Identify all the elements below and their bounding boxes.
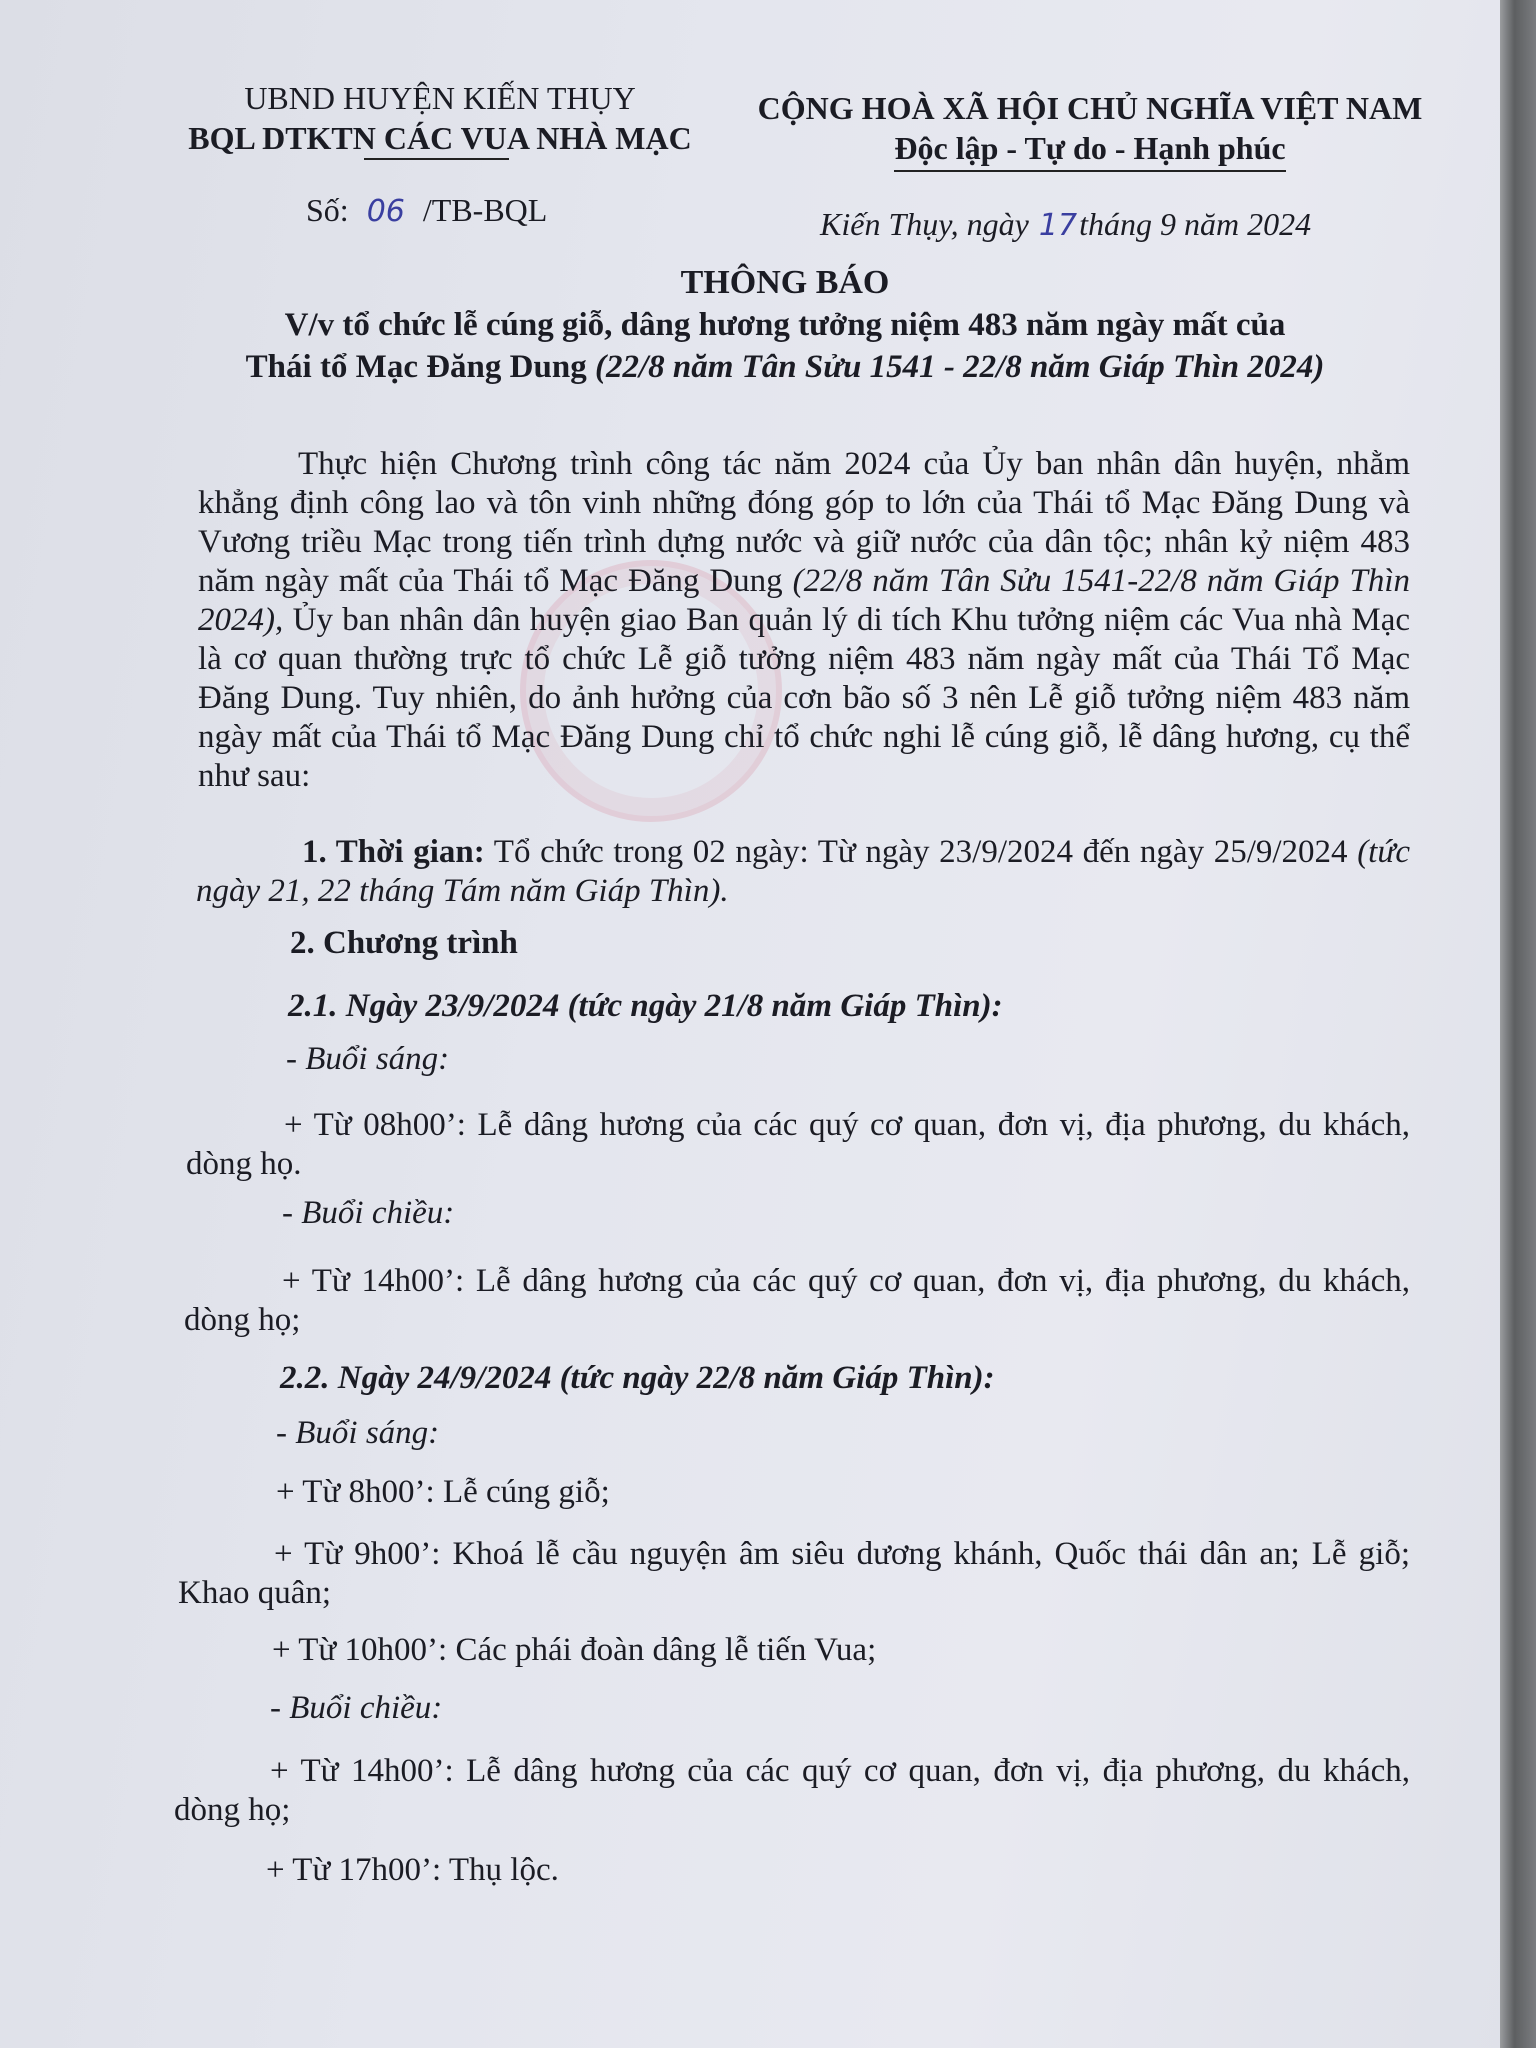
section-2-2-item-3: + Từ 10h00’: Các phái đoàn dâng lễ tiến Vua;	[272, 1632, 877, 1668]
date-prefix: Kiến Thụy, ngày	[820, 206, 1029, 242]
section-2-1-morning-item: + Từ 08h00’: Lễ dâng hương của các quý cơ quan, đơn vị, địa phương, du khách, dòng họ.	[186, 1107, 1410, 1182]
title-subject-name: Thái tổ Mạc Đăng Dung	[245, 349, 587, 385]
number-suffix: /TB-BQL	[422, 192, 548, 228]
section-2-2-morning: - Buổi sáng:	[276, 1415, 440, 1451]
issuer-board: BQL DTKTN CÁC VUA NHÀ MẠC	[188, 120, 692, 156]
title-subject-line2	[150, 346, 1420, 388]
section-2-1-morning: - Buổi sáng:	[286, 1041, 450, 1077]
intro-paragraph	[198, 445, 1410, 796]
section-1-time	[196, 833, 1410, 911]
title-main: THÔNG BÁO	[680, 264, 890, 301]
section-1-lunar: (tức ngày 21, 22 tháng Tám năm Giáp Thìn).	[196, 834, 1410, 909]
title-block	[150, 262, 1420, 388]
section-2-2-item-2: + Từ 9h00’: Khoá lễ cầu nguyện âm siêu dương khánh, Quốc thái dân an; Lễ giỗ; Khao quân;	[178, 1536, 1410, 1611]
motto: Độc lập - Tự do - Hạnh phúc	[894, 128, 1285, 172]
intro-text-a: Thực hiện Chương trình công tác năm 2024 của Ủy ban nhân dân huyện, nhằm khẳng định công lao và tôn vinh những đóng góp to lớn của Thái tổ Mạc Đăng Dung và Vương triều Mạc trong tiến trình dựng nước và giữ nước của dân tộc; nhân kỷ niệm 483 năm ngày mất của Thái tổ Mạc Đăng Dung	[198, 446, 1410, 599]
section-2-1-afternoon-item: + Từ 14h00’: Lễ dâng hương của các quý cơ quan, đơn vị, địa phương, du khách, dòng họ;	[184, 1263, 1410, 1338]
section-2-2-afternoon: - Buổi chiều:	[270, 1690, 443, 1726]
date-day-handwritten: 17	[1038, 208, 1078, 243]
section-1-label: 1. Thời gian:	[302, 834, 485, 870]
title-subject-line1: V/v tổ chức lễ cúng giỗ, dâng hương tưởng niệm 483 năm ngày mất của	[284, 307, 1286, 343]
section-1-text: Tổ chức trong 02 ngày: Từ ngày 23/9/2024 đến ngày 25/9/2024	[493, 834, 1348, 870]
national-motto-block	[730, 88, 1450, 172]
intro-text-b: Ủy ban nhân dân huyện giao Ban quản lý di tích Khu tưởng niệm các Vua nhà Mạc là cơ quan thường trực tổ chức Lễ giỗ tưởng niệm 483 năm ngày mất của Thái Tổ Mạc Đăng Dung. Tuy nhiên, do ảnh hưởng của cơn bão số 3 nên Lễ giỗ tưởng niệm 483 năm ngày mất của Thái tổ Mạc Đăng Dung chỉ tổ chức nghi lễ cúng giỗ, lễ dâng hương, cụ thể như sau:	[198, 602, 1410, 794]
number-handwritten: 06	[366, 194, 405, 229]
section-2-2-label: 2.2. Ngày 24/9/2024 (tức ngày 22/8 năm Giáp Thìn):	[280, 1360, 995, 1396]
section-2-label: 2. Chương trình	[290, 925, 518, 961]
document-date	[820, 206, 1311, 243]
section-2-2-item-1: + Từ 8h00’: Lễ cúng giỗ;	[276, 1474, 610, 1510]
section-2-1-afternoon: - Buổi chiều:	[282, 1195, 455, 1231]
issuer-district: UBND HUYỆN KIẾN THỤY	[244, 80, 636, 116]
photo-background-edge	[1500, 0, 1536, 2048]
issuer-underline	[364, 158, 509, 160]
section-2-1-label: 2.1. Ngày 23/9/2024 (tức ngày 21/8 năm Giáp Thìn):	[288, 988, 1003, 1024]
section-2-2-item-4: + Từ 14h00’: Lễ dâng hương của các quý cơ quan, đơn vị, địa phương, du khách, dòng họ;	[174, 1753, 1410, 1828]
title-subject-dates: (22/8 năm Tân Sửu 1541 - 22/8 năm Giáp Thìn 2024)	[594, 349, 1325, 385]
section-2-2-item-5: + Từ 17h00’: Thụ lộc.	[266, 1852, 559, 1888]
date-suffix: tháng 9 năm 2024	[1079, 206, 1312, 242]
issuer-block	[170, 78, 710, 160]
number-prefix: Số:	[306, 192, 349, 228]
intro-text-italic: (22/8 năm Tân Sửu 1541-22/8 năm Giáp Thìn 2024),	[198, 563, 1410, 638]
country-name: CỘNG HOÀ XÃ HỘI CHỦ NGHĨA VIỆT NAM	[757, 90, 1423, 126]
document-number	[306, 192, 547, 229]
